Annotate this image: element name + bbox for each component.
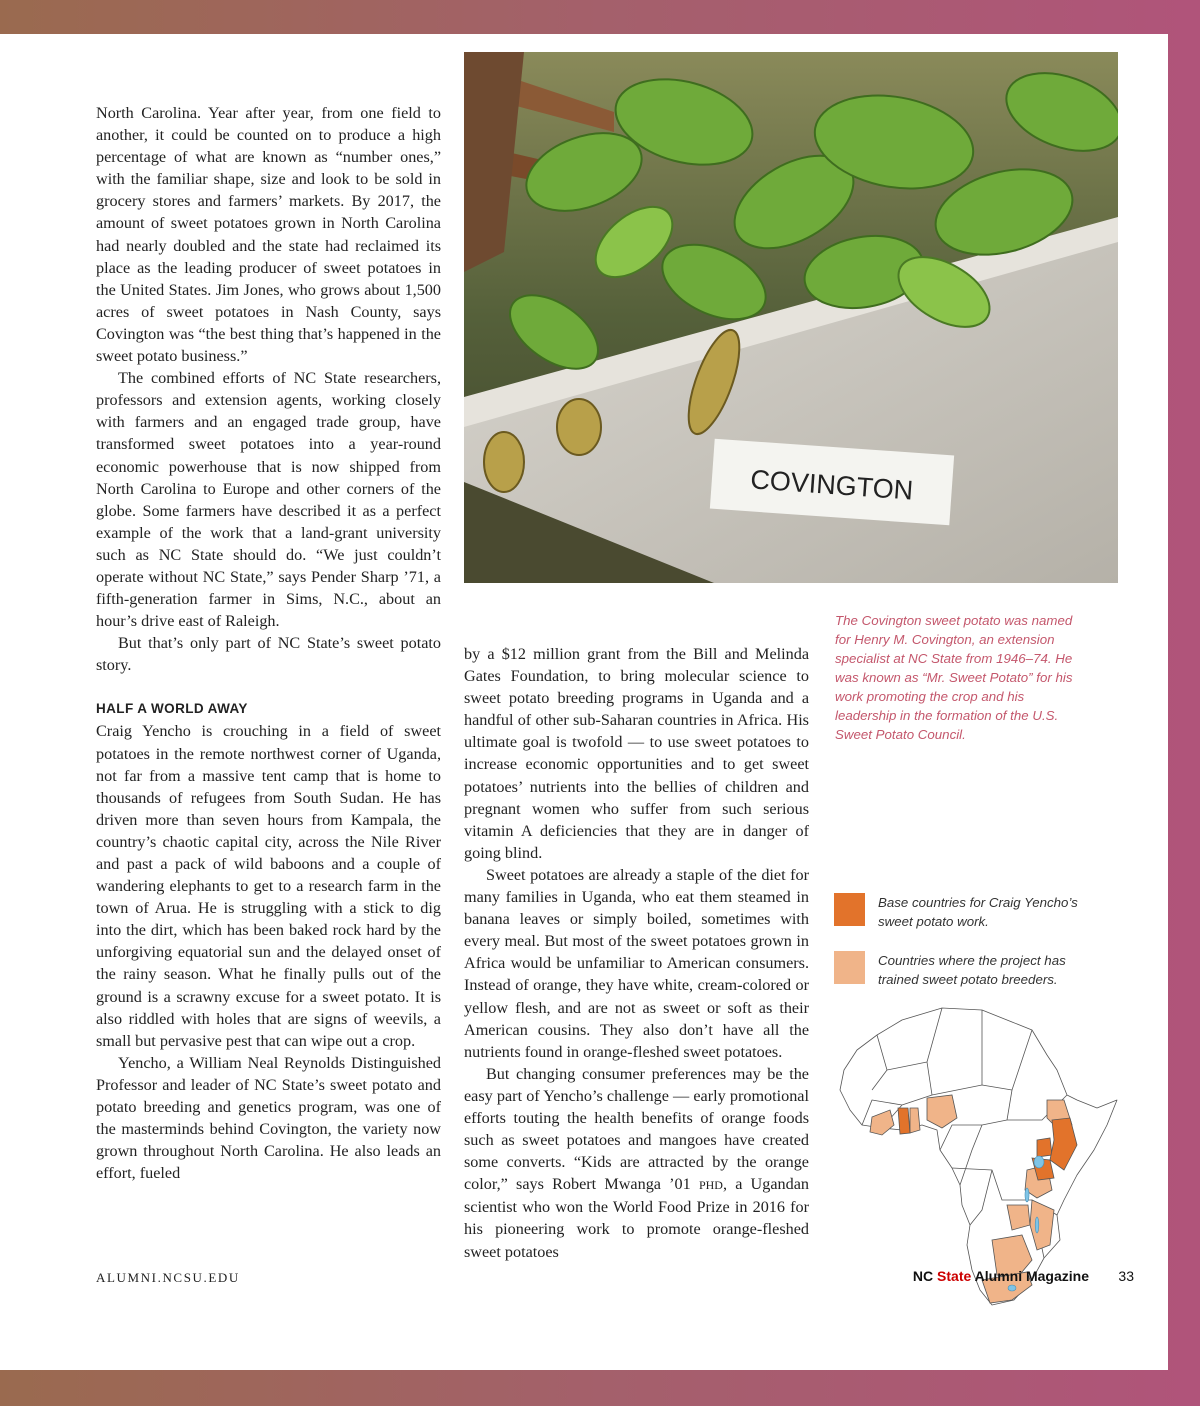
legend-label: Base countries for Craig Yencho’s sweet potato work.	[878, 895, 1078, 929]
paragraph: Yencho, a William Neal Reynolds Distinguished Professor and leader of NC State’s sweet potato and potato breeding and genetics program, was one of the masterminds behind Covington, the variety now grown throughout North Carolina. He also leads an effort, fueled	[96, 1053, 441, 1183]
photo-illustration	[464, 52, 1118, 583]
lesotho	[1008, 1285, 1016, 1291]
legend-swatch-trained	[834, 951, 865, 984]
map-region-ghana	[898, 1108, 910, 1134]
africa-map	[832, 1000, 1122, 1308]
covington-photo	[464, 52, 1118, 583]
map-region	[910, 1108, 920, 1133]
legend-label: Countries where the project has trained sweet potato breeders.	[878, 953, 1066, 987]
article-column-2	[464, 610, 809, 1263]
legend-swatch-base	[834, 893, 865, 926]
photo-label: COVINGTON	[749, 464, 915, 506]
magazine-title: NC State Alumni Magazine	[912, 1268, 1089, 1284]
paragraph: Craig Yencho is crouching in a field of sweet potatoes in the remote northwest corner of Uganda, not far from a massive tent camp that is home to thousands of refugees from South Sudan. He has driven more than seven hours from Kampala, the country’s chaotic capital city, across the Nile River and past a pack of wild baboons and a couple of wandering elephants to get to a research farm in the town of Arua. He is struggling with a stick to dig into the dirt, which has been baked rock hard by the unforgiving equatorial sun and the delayed onset of the rainy season. What he finally pulls out of the ground is a scrawny excuse for a sweet potato. It is also riddled with holes that are signs of weevils, a small but pervasive pest that can wipe out a crop.	[96, 722, 441, 1050]
photo-caption: The Covington sweet potato was named for Henry M. Covington, an extension specialist at NC State from 1946–74. He was known as “Mr. Sweet Potato” for his work promoting the crop and his leadership in the formation of the U.S. Sweet Potato Council.	[835, 613, 1073, 742]
paragraph: The combined efforts of NC State researchers, professors and extension agents, working closely with farmers and an engaged trade group, have transformed sweet potatoes into a year-round economic powerhouse that is now shipped from North Carolina to Europe and other corners of the globe. Some farmers have described it as a perfect example of the work that a land-grant university such as NC State should do. “We just couldn’t operate without NC State,” says Pender Sharp ’71, a fifth-generation farmer in Sims, N.C., about an hour’s drive east of Raleigh.	[96, 369, 441, 631]
paragraph: Sweet potatoes are already a staple of the diet for many families in Uganda, who eat them steamed in banana leaves or simply boiled, sometimes with every meal. But most of the sweet potatoes grown in Africa would be unfamiliar to American consumers. Instead of orange, they have white, cream-colored or yellow flesh, and are not as sweet or soft as their American cousins. They also don’t have all the nutrients found in orange-fleshed sweet potatoes.	[464, 865, 809, 1061]
lake-malawi	[1035, 1217, 1039, 1233]
page-number: 33	[1118, 1268, 1134, 1284]
paragraph: But changing consumer preferences may be the easy part of Yencho’s challenge — early promotional efforts touting the health benefits of orange foods such as sweet potatoes and mangoes have created some converts. “Kids are attracted by the orange color,” says Robert Mwanga ’01 PHD, a Ugandan scientist who won the World Food Prize in 2016 for his pioneering work to promote orange-fleshed sweet potatoes	[464, 1064, 809, 1261]
footer-url[interactable]: ALUMNI.NCSU.EDU	[96, 1270, 240, 1285]
article-column-1	[96, 102, 441, 1184]
paragraph: by a $12 million grant from the Bill and Melinda Gates Foundation, to bring molecular science to sweet potato breeding programs in Uganda and a handful of other sub-Saharan countries in Africa. His ultimate goal is twofold — to use sweet potatoes to increase economic opportunities and to get sweet potatoes’ nutrients into the bellies of children and pregnant women who suffer from such serious vitamin A deficiencies that they are in danger of going blind.	[464, 645, 809, 862]
africa-outline	[840, 1008, 1117, 1305]
degree-abbrev: PHD	[698, 1178, 723, 1193]
lake-victoria	[1034, 1156, 1044, 1168]
paragraph: North Carolina. Year after year, from one field to another, it could be counted on to produce a high percentage of what are known as “number ones,” with the familiar shape, size and look to be sold in grocery stores and farmers’ markets. By 2017, the amount of sweet potatoes grown in North Carolina had nearly doubled and the state had reclaimed its place as the leading producer of sweet potatoes in the United States. Jim Jones, who grows about 1,500 acres of sweet potatoes in Nash County, says Covington was “the best thing that’s happened in the sweet potato business.”	[96, 104, 441, 366]
lake-tanganyika	[1025, 1188, 1029, 1202]
section-heading: HALF A WORLD AWAY	[96, 701, 248, 717]
map-region-uganda	[1037, 1138, 1052, 1157]
paragraph: But that’s only part of NC State’s sweet potato story.	[96, 634, 441, 675]
